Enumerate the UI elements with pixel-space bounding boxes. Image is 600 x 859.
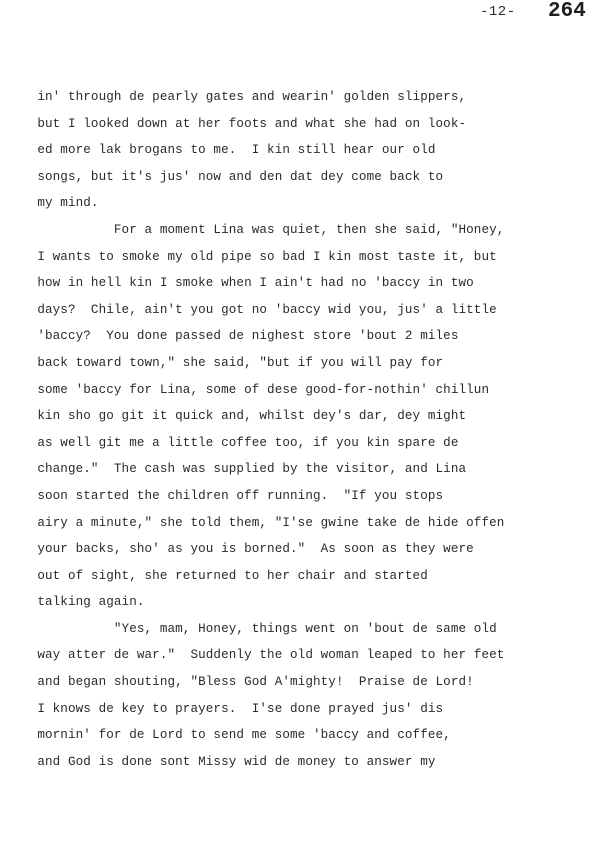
text-line: days? Chile, ain't you got no 'baccy wid you, jus' a little (22, 302, 497, 317)
body-text (22, 84, 592, 775)
text-line: kin sho go git it quick and, whilst dey's dar, dey might (22, 409, 467, 424)
text-line: For a moment Lina was quiet, then she said, "Honey, (22, 222, 505, 237)
page-marker: -12- (480, 4, 516, 20)
text-line: mornin' for de Lord to send me some 'baccy and coffee, (22, 728, 451, 743)
text-line: soon started the children off running. "If you stops (22, 488, 444, 503)
text-line: in' through de pearly gates and wearin' golden slippers, (22, 90, 467, 104)
text-line: how in hell kin I smoke when I ain't had no 'baccy in two (22, 276, 474, 291)
text-line: talking again. (22, 595, 145, 610)
text-line: my mind. (22, 196, 99, 211)
text-line: songs, but it's jus' now and den dat dey come back to (22, 169, 444, 184)
text-line: way atter de war." Suddenly the old woman leaped to her feet (22, 648, 505, 663)
text-line: your backs, sho' as you is borned." As soon as they were (22, 542, 474, 557)
text-line: ed more lak brogans to me. I kin still hear our old (22, 143, 436, 158)
text-line: I knows de key to prayers. I'se done prayed jus' dis (22, 701, 444, 716)
text-line: 'baccy? You done passed de nighest store 'bout 2 miles (22, 329, 459, 344)
text-line: as well git me a little coffee too, if you kin spare de (22, 435, 459, 450)
text-line: "Yes, mam, Honey, things went on 'bout de same old (22, 621, 497, 636)
page-number: 264 (548, 0, 586, 23)
text-line: but I looked down at her foots and what she had on look- (22, 116, 467, 131)
text-line: back toward town," she said, "but if you will pay for (22, 355, 444, 370)
text-line: and began shouting, "Bless God A'mighty! Praise de Lord! (22, 675, 474, 690)
text-line: and God is done sont Missy wid de money to answer my (22, 754, 436, 769)
text-line: airy a minute," she told them, "I'se gwine take de hide offen (22, 515, 505, 530)
text-line: some 'baccy for Lina, some of dese good-for-nothin' chillun (22, 382, 490, 397)
text-line: out of sight, she returned to her chair and started (22, 568, 428, 583)
text-line: change." The cash was supplied by the visitor, and Lina (22, 462, 467, 477)
text-line: I wants to smoke my old pipe so bad I kin most taste it, but (22, 249, 497, 264)
